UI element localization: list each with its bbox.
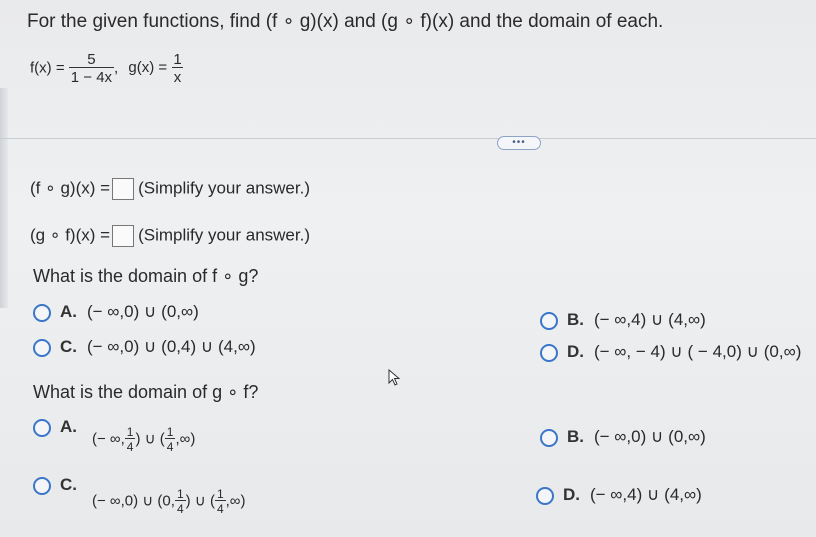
fog-option-b[interactable]: B. (− ∞,4) ∪ (4,∞) [540, 310, 706, 330]
fraction: $\frac{1}{4}$ [216, 487, 224, 516]
radio-icon[interactable] [540, 312, 558, 330]
separator-comma: , [114, 59, 119, 77]
gof-hint: (Simplify your answer.) [138, 225, 310, 245]
fog-option-a[interactable]: A. (− ∞,0) ∪ (0,∞) [33, 302, 199, 322]
domain-fog-question: What is the domain of f ∘ g? [33, 266, 259, 286]
radio-icon[interactable] [540, 344, 558, 362]
g-numerator: 1 [173, 51, 182, 68]
mouse-cursor-icon [388, 369, 402, 387]
gof-label: (g ∘ f)(x) = [30, 225, 111, 245]
given-functions [30, 52, 184, 85]
radio-icon[interactable] [33, 477, 51, 495]
radio-icon[interactable] [536, 487, 554, 505]
fraction: $\frac{1}{4}$ [166, 425, 174, 454]
fog-hint: (Simplify your answer.) [138, 178, 310, 198]
question-prompt: For the given functions, find (f ∘ g)(x) and (g ∘ f)(x) and the domain of each. [27, 11, 664, 32]
fog-option-c[interactable]: C. (− ∞,0) ∪ (0,4) ∪ (4,∞) [33, 337, 256, 357]
gof-option-b[interactable]: B. (− ∞,0) ∪ (0,∞) [540, 427, 706, 447]
gof-option-a[interactable]: A. [33, 417, 87, 437]
f-denominator: 1 − 4x [70, 69, 113, 86]
fog-option-d[interactable]: D. (− ∞, − 4) ∪ ( − 4,0) ∪ (0,∞) [540, 342, 801, 362]
gof-option-c[interactable]: C. [33, 475, 87, 495]
fraction: $\frac{1}{4}$ [126, 425, 134, 454]
more-options-button[interactable]: ••• [497, 136, 541, 150]
gof-answer-row [30, 225, 310, 247]
radio-icon[interactable] [33, 419, 51, 437]
radio-icon[interactable] [540, 429, 558, 447]
radio-icon[interactable] [33, 304, 51, 322]
gof-option-d[interactable]: D. (− ∞,4) ∪ (4,∞) [536, 485, 702, 505]
gof-option-c-text: (− ∞,0) ∪ (0, $\frac{1}{4}$ ) ∪ ( $\frac{1}{4}$ ,∞) [92, 487, 246, 516]
f-numerator: 5 [87, 51, 96, 68]
domain-gof-question: What is the domain of g ∘ f? [33, 382, 259, 402]
fraction: $\frac{1}{4}$ [176, 487, 184, 516]
window-edge [0, 88, 8, 308]
gof-answer-input[interactable] [112, 225, 134, 247]
f-label: f(x) = [30, 59, 65, 77]
g-fraction [171, 52, 183, 85]
g-label: g(x) = [128, 59, 168, 77]
radio-icon[interactable] [33, 339, 51, 357]
f-fraction [69, 52, 114, 85]
fog-answer-input[interactable] [112, 178, 134, 200]
gof-option-a-text: (− ∞, $\frac{1}{4}$ ) ∪ ( $\frac{1}{4}$ ,∞) [92, 425, 196, 454]
fog-answer-row [30, 178, 310, 200]
section-divider [0, 138, 816, 139]
fog-label: (f ∘ g)(x) = [30, 178, 111, 198]
g-denominator: x [173, 69, 182, 86]
